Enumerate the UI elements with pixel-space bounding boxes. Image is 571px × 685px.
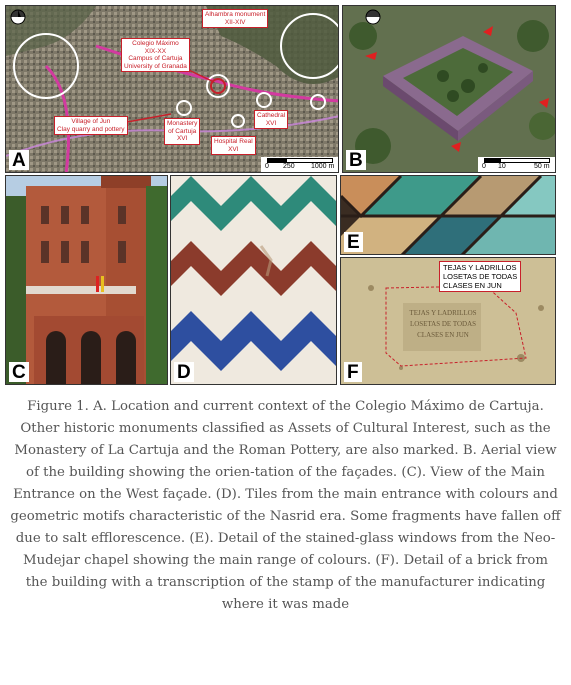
aerial-building-view — [343, 6, 556, 173]
panel-c-main-entrance — [5, 175, 168, 385]
facade-photo — [6, 176, 168, 385]
panel-letter-c: C — [9, 362, 29, 382]
aerial-city-map — [6, 6, 339, 173]
label-cathedral: Cathedral XVI — [254, 110, 288, 129]
label-village-of-jun: Village of Jun Clay quarry and pottery — [54, 116, 128, 135]
scale-b-tick-2: 50 m — [534, 163, 550, 170]
scale-b-tick-1: 10 — [498, 163, 506, 170]
panel-letter-b: B — [346, 150, 366, 170]
panel-letter-e: E — [344, 232, 363, 252]
label-hospital-real: Hospital Real XVI — [211, 136, 256, 155]
scale-bar-b — [478, 157, 555, 172]
panel-letter-a: A — [9, 150, 29, 170]
north-arrow-icon — [10, 9, 26, 25]
panel-letter-d: D — [174, 362, 194, 382]
panel-f-brick-stamp — [340, 257, 556, 385]
label-monastery: Monastery of Cartuja XVI — [164, 118, 200, 145]
stamp-transcription: TEJAS Y LADRILLOS LOSETAS DE TODAS CLASES EN JUN — [439, 261, 521, 292]
scale-a-tick-1: 250 — [283, 163, 295, 170]
figure-caption: Figure 1. A. Location and current context of the Colegio Máximo de Cartuja. Other historic monuments classified as Assets of Cultural Interest, such as the Monastery of La Cartuja and the Roman Pottery, are also marked. B. Aerial view of the building showing the orien-tation of the façades. (C). View of the Main Entrance on the West façade. (D). Tiles from the main entrance with colours and geometric motifs characteristic of the Nasrid era. Some fragments have fallen off due to salt efflorescence. (E). Detail of the stained-glass windows from the Neo-Mudejar chapel showing the main range of colours. (F). Detail of a brick from the building with a transcription of the stamp of the manufacturer indicating where it was made — [10, 399, 561, 612]
panel-a-location-map — [5, 5, 339, 173]
zigzag-tiles-photo — [171, 176, 337, 385]
stained-glass-photo — [341, 176, 556, 255]
panel-e-stained-glass — [340, 175, 556, 255]
north-arrow-icon — [365, 9, 381, 25]
label-alhambra: Alhambra monument XII-XIV — [202, 9, 268, 28]
label-colegio-maximo: Colegio Máximo XIX-XX Campus of Cartuja University of Granada — [121, 38, 190, 72]
scale-a-tick-0: 0 — [265, 163, 269, 170]
panel-d-tiles — [170, 175, 337, 385]
scale-a-tick-2: 1000 m — [311, 163, 335, 170]
panel-b-aerial-view — [342, 5, 556, 173]
scale-b-tick-0: 0 — [482, 163, 486, 170]
panel-letter-f: F — [344, 362, 362, 382]
scale-bar-a — [261, 157, 338, 172]
stamp-imprint-text: TEJAS Y LADRILLOS LOSETAS DE TODAS CLASES EN JUN — [409, 309, 477, 339]
